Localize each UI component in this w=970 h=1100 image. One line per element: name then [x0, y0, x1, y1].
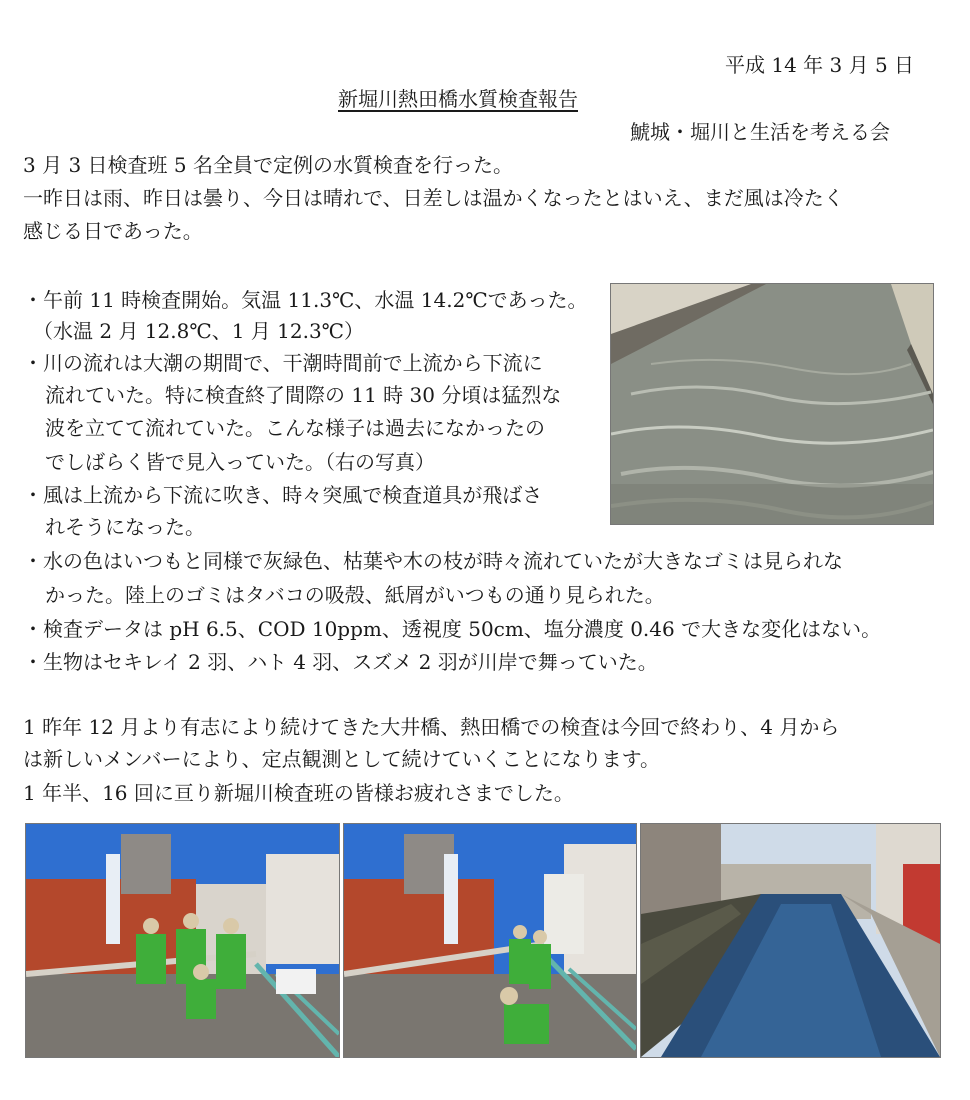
bullet-line-7: ・風は上流から下流に吹き、時々突風で検査道具が飛ばさ	[23, 483, 543, 507]
closing-line-2: は新しいメンバーにより、定点観測として続けていくことになります。	[23, 747, 660, 771]
river-flow-photo	[610, 283, 934, 525]
intro-line-2: 一昨日は雨、昨日は曇り、今日は晴れで、日差しは温かくなったとはいえ、まだ風は冷たく	[23, 186, 844, 210]
canal-view-photo	[640, 823, 941, 1058]
organization-name: 鯱城・堀川と生活を考える会	[630, 120, 890, 144]
bullet-line-6: でしばらく皆で見入っていた。（右の写真）	[45, 450, 435, 474]
bullet-line-5: 波を立てて流れていた。こんな様子は過去になかったの	[45, 416, 545, 440]
report-title: 新堀川熱田橋水質検査報告	[338, 87, 578, 111]
water-sampling-photo	[343, 823, 637, 1058]
bullet-line-8: れそうになった。	[45, 515, 205, 539]
intro-line-3: 感じる日であった。	[23, 219, 203, 243]
closing-line-3: 1 年半、16 回に亘り新堀川検査班の皆様お疲れさまでした。	[23, 781, 574, 805]
bullet-line-2: （水温 2 月 12.8℃、1 月 12.3℃）	[33, 319, 365, 343]
bullet-line-12: ・生物はセキレイ 2 羽、ハト 4 羽、スズメ 2 羽が川岸で舞っていた。	[23, 650, 658, 674]
bullet-line-10: かった。陸上のゴミはタバコの吸殻、紙屑がいつもの通り見られた。	[45, 583, 665, 607]
bullet-line-9: ・水の色はいつもと同様で灰緑色、枯葉や木の枝が時々流れていたが大きなゴミは見られな	[23, 549, 843, 573]
report-date: 平成 14 年 3 月 5 日	[725, 53, 915, 77]
intro-line-1: 3 月 3 日検査班 5 名全員で定例の水質検査を行った。	[23, 153, 513, 177]
bullet-line-1: ・午前 11 時検査開始。気温 11.3℃、水温 14.2℃であった。	[23, 288, 588, 312]
inspection-team-photo	[25, 823, 340, 1058]
closing-line-1: 1 昨年 12 月より有志により続けてきた大井橋、熱田橋での検査は今回で終わり、4 月から	[23, 715, 840, 739]
bullet-line-3: ・川の流れは大潮の期間で、干潮時間前で上流から下流に	[23, 351, 543, 375]
bullet-line-4: 流れていた。特に検査終了間際の 11 時 30 分頃は猛烈な	[45, 383, 562, 407]
bullet-line-11: ・検査データは pH 6.5、COD 10ppm、透視度 50cm、塩分濃度 0.46 で大きな変化はない。	[23, 617, 882, 641]
